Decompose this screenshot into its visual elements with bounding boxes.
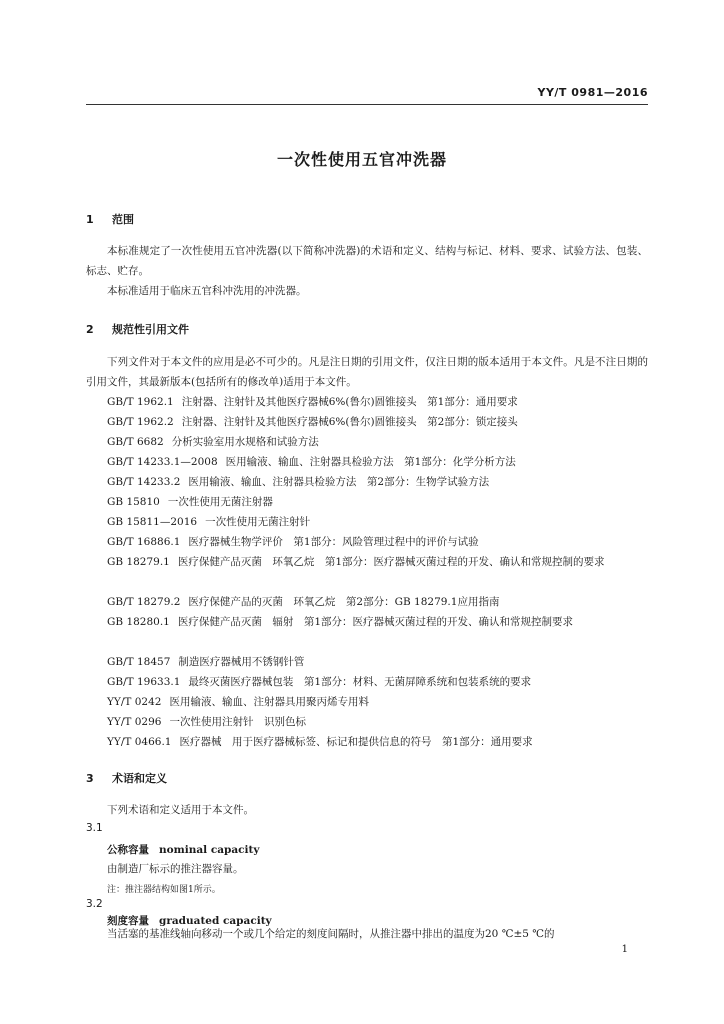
reference-title: 一次性使用无菌注射针 — [205, 516, 311, 528]
section-title: 术语和定义 — [112, 772, 167, 785]
term-definition: 当活塞的基准线轴向移动一个或几个给定的刻度间隔时，从推注器中排出的温度为20 ℃±5 ℃的 — [107, 928, 555, 940]
header-rule — [86, 104, 648, 105]
section-number: 2 — [86, 323, 94, 336]
reference-code: GB 15811—2016 — [107, 516, 198, 528]
term-note: 注：推注器结构如图1所示。 — [107, 885, 221, 895]
references-intro: 下列文件对于本文件的应用是必不可少的。凡是注日期的引用文件，仅注日期的版本适用于本文件。凡是不注日期的引用文件，其最新版本(包括所有的修改单)适用于本文件。 — [86, 356, 648, 388]
reference-item — [86, 512, 648, 532]
reference-item — [86, 672, 648, 692]
section-2-heading — [86, 321, 189, 337]
section-title: 范围 — [112, 213, 134, 226]
section-title: 规范性引用文件 — [112, 323, 189, 336]
term-en: graduated capacity — [159, 915, 272, 927]
reference-title: 一次性使用无菌注射器 — [167, 496, 273, 508]
reference-title: 医疗保健产品的灭菌 环氧乙烷 第2部分：GB 18279.1应用指南 — [188, 596, 500, 608]
reference-code: GB/T 14233.2 — [107, 476, 181, 488]
reference-code: YY/T 0296 — [107, 716, 162, 728]
reference-item — [86, 532, 648, 552]
section-number: 3 — [86, 772, 94, 785]
reference-code: GB 18279.1 — [107, 556, 170, 568]
reference-title: 医疗保健产品灭菌 辐射 第1部分：医疗器械灭菌过程的开发、确认和常规控制要求 — [177, 616, 574, 628]
reference-title: 注射器、注射针及其他医疗器械6%(鲁尔)圆锥接头 第2部分：锁定接头 — [181, 416, 518, 428]
term-heading — [107, 842, 260, 857]
page-number: 1 — [621, 944, 628, 955]
terms-intro: 下列术语和定义适用于本文件。 — [107, 804, 254, 816]
reference-code: GB/T 14233.1—2008 — [107, 456, 218, 468]
reference-item — [86, 592, 648, 612]
reference-item — [86, 432, 648, 452]
reference-code: GB/T 19633.1 — [107, 676, 181, 688]
reference-title: 医疗保健产品灭菌 环氧乙烷 第1部分：医疗器械灭菌过程的开发、确认和常规控制的要求 — [177, 556, 605, 568]
reference-title: 医疗器械 用于医疗器械标签、标记和提供信息的符号 第1部分：通用要求 — [179, 736, 533, 748]
reference-item — [86, 612, 648, 632]
reference-item — [86, 392, 648, 412]
reference-item — [86, 692, 648, 712]
reference-item — [86, 552, 648, 572]
reference-code: GB/T 6682 — [107, 436, 164, 448]
reference-title: 注射器、注射针及其他医疗器械6%(鲁尔)圆锥接头 第1部分：通用要求 — [181, 396, 518, 408]
reference-title: 医疗器械生物学评价 第1部分：风险管理过程中的评价与试验 — [188, 536, 479, 548]
reference-code: GB 18280.1 — [107, 616, 170, 628]
reference-title: 分析实验室用水规格和试验方法 — [171, 436, 319, 448]
section-number: 1 — [86, 213, 94, 226]
term-cn: 刻度容量 — [107, 915, 149, 927]
reference-item — [86, 492, 648, 512]
reference-code: GB/T 18279.2 — [107, 596, 181, 608]
term-number: 3.1 — [86, 822, 103, 834]
reference-item — [86, 472, 648, 492]
scope-paragraph: 本标准规定了一次性使用五官冲洗器(以下简称冲洗器)的术语和定义、结构与标记、材料、要求、试验方法、包装、标志、贮存。 — [86, 245, 648, 277]
term-number: 3.2 — [86, 898, 103, 910]
reference-title: 一次性使用注射针 识别色标 — [169, 716, 306, 728]
reference-code: GB/T 1962.1 — [107, 396, 174, 408]
reference-item — [86, 712, 648, 732]
standard-code: YY/T 0981—2016 — [537, 86, 648, 99]
section-1-heading — [86, 211, 134, 227]
reference-title: 医用输液、输血、注射器具检验方法 第2部分：生物学试验方法 — [188, 476, 490, 488]
reference-code: YY/T 0466.1 — [107, 736, 172, 748]
reference-item — [86, 412, 648, 432]
scope-paragraph: 本标准适用于临床五官科冲洗用的冲洗器。 — [107, 285, 307, 297]
reference-title: 制造医疗器械用不锈钢针管 — [178, 656, 305, 668]
term-en: nominal capacity — [159, 844, 260, 856]
section-3-heading — [86, 770, 167, 786]
reference-title: 最终灭菌医疗器械包装 第1部分：材料、无菌屏障系统和包装系统的要求 — [188, 676, 532, 688]
reference-item — [86, 652, 648, 672]
reference-title: 医用输液、输血、注射器具用聚丙烯专用料 — [169, 696, 369, 708]
reference-title: 医用输液、输血、注射器具检验方法 第1部分：化学分析方法 — [225, 456, 516, 468]
reference-item — [86, 732, 648, 752]
term-cn: 公称容量 — [107, 844, 149, 856]
term-definition: 由制造厂标示的推注器容量。 — [107, 863, 244, 875]
reference-item — [86, 452, 648, 472]
reference-code: GB/T 1962.2 — [107, 416, 174, 428]
reference-code: GB/T 18457 — [107, 656, 171, 668]
document-title: 一次性使用五官冲洗器 — [276, 150, 447, 169]
reference-code: GB 15810 — [107, 496, 160, 508]
reference-code: YY/T 0242 — [107, 696, 162, 708]
reference-code: GB/T 16886.1 — [107, 536, 181, 548]
